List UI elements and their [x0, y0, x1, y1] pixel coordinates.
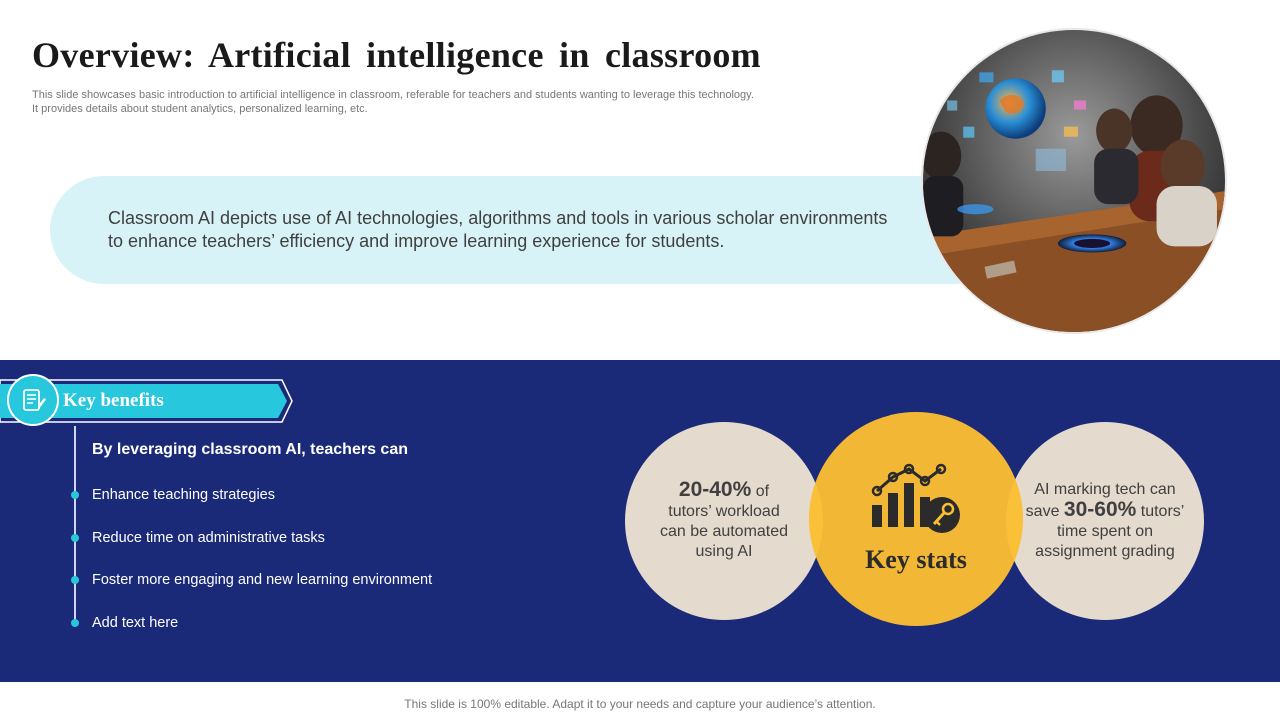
stat-grading-tutors: tutors’ — [1136, 503, 1185, 520]
stat-workload-line-2: tutors’ workload — [668, 503, 780, 520]
page-title: Overview: Artificial intelligence in classroom — [32, 35, 761, 75]
notepad-icon — [7, 374, 59, 426]
benefit-item: Add text here — [92, 615, 179, 631]
timeline-line — [74, 426, 76, 624]
stat-workload-of: of — [751, 483, 770, 500]
benefit-item: Foster more engaging and new learning environment — [92, 572, 433, 588]
stat-grading-circle — [1006, 422, 1204, 620]
key-benefits-label: Key benefits — [63, 390, 164, 411]
subtitle-line-2: It provides details about student analytics, personalized learning, etc. — [32, 103, 368, 115]
intro-line-2: to enhance teachers’ efficiency and improve learning experience for students. — [108, 231, 725, 251]
timeline-dot — [71, 534, 79, 542]
footer-note: This slide is 100% editable. Adapt it to your needs and capture your audience’s attention. — [404, 697, 876, 711]
stat-grading-save: save — [1025, 503, 1064, 520]
intro-text — [108, 207, 938, 253]
classroom-photo — [921, 28, 1227, 334]
timeline-dot — [71, 491, 79, 499]
timeline-dot — [71, 619, 79, 627]
benefit-item: Enhance teaching strategies — [92, 487, 275, 503]
subtitle-line-1: This slide showcases basic introduction to artificial intelligence in classroom, referable for teachers and students wanting to leverage this technology. — [32, 89, 754, 101]
stat-workload-circle — [625, 422, 823, 620]
benefit-item: Reduce time on administrative tasks — [92, 530, 325, 546]
key-stats-label: Key stats — [865, 545, 967, 574]
stat-grading-line-3: time spent on — [1056, 523, 1154, 540]
stat-workload-line-3: can be automated — [659, 523, 789, 540]
chart-key-icon — [868, 463, 964, 539]
stat-grading-text — [1026, 480, 1185, 562]
stat-workload-percent: 20-40% — [678, 478, 752, 501]
benefits-heading: By leveraging classroom AI, teachers can — [92, 441, 408, 458]
key-stats-circle — [809, 412, 1023, 626]
stat-grading-percent: 30-60% — [1063, 498, 1137, 521]
stat-workload-line-4: using AI — [695, 543, 753, 560]
page-subtitle — [32, 88, 852, 116]
stat-grading-line-4: assignment grading — [1035, 543, 1175, 560]
stat-grading-line-1: AI marking tech can — [1034, 481, 1176, 498]
timeline-dot — [71, 576, 79, 584]
stat-workload-text — [660, 480, 788, 562]
intro-line-1: Classroom AI depicts use of AI technologies, algorithms and tools in various scholar environments — [108, 208, 888, 228]
classroom-photo-illustration — [923, 30, 1225, 332]
